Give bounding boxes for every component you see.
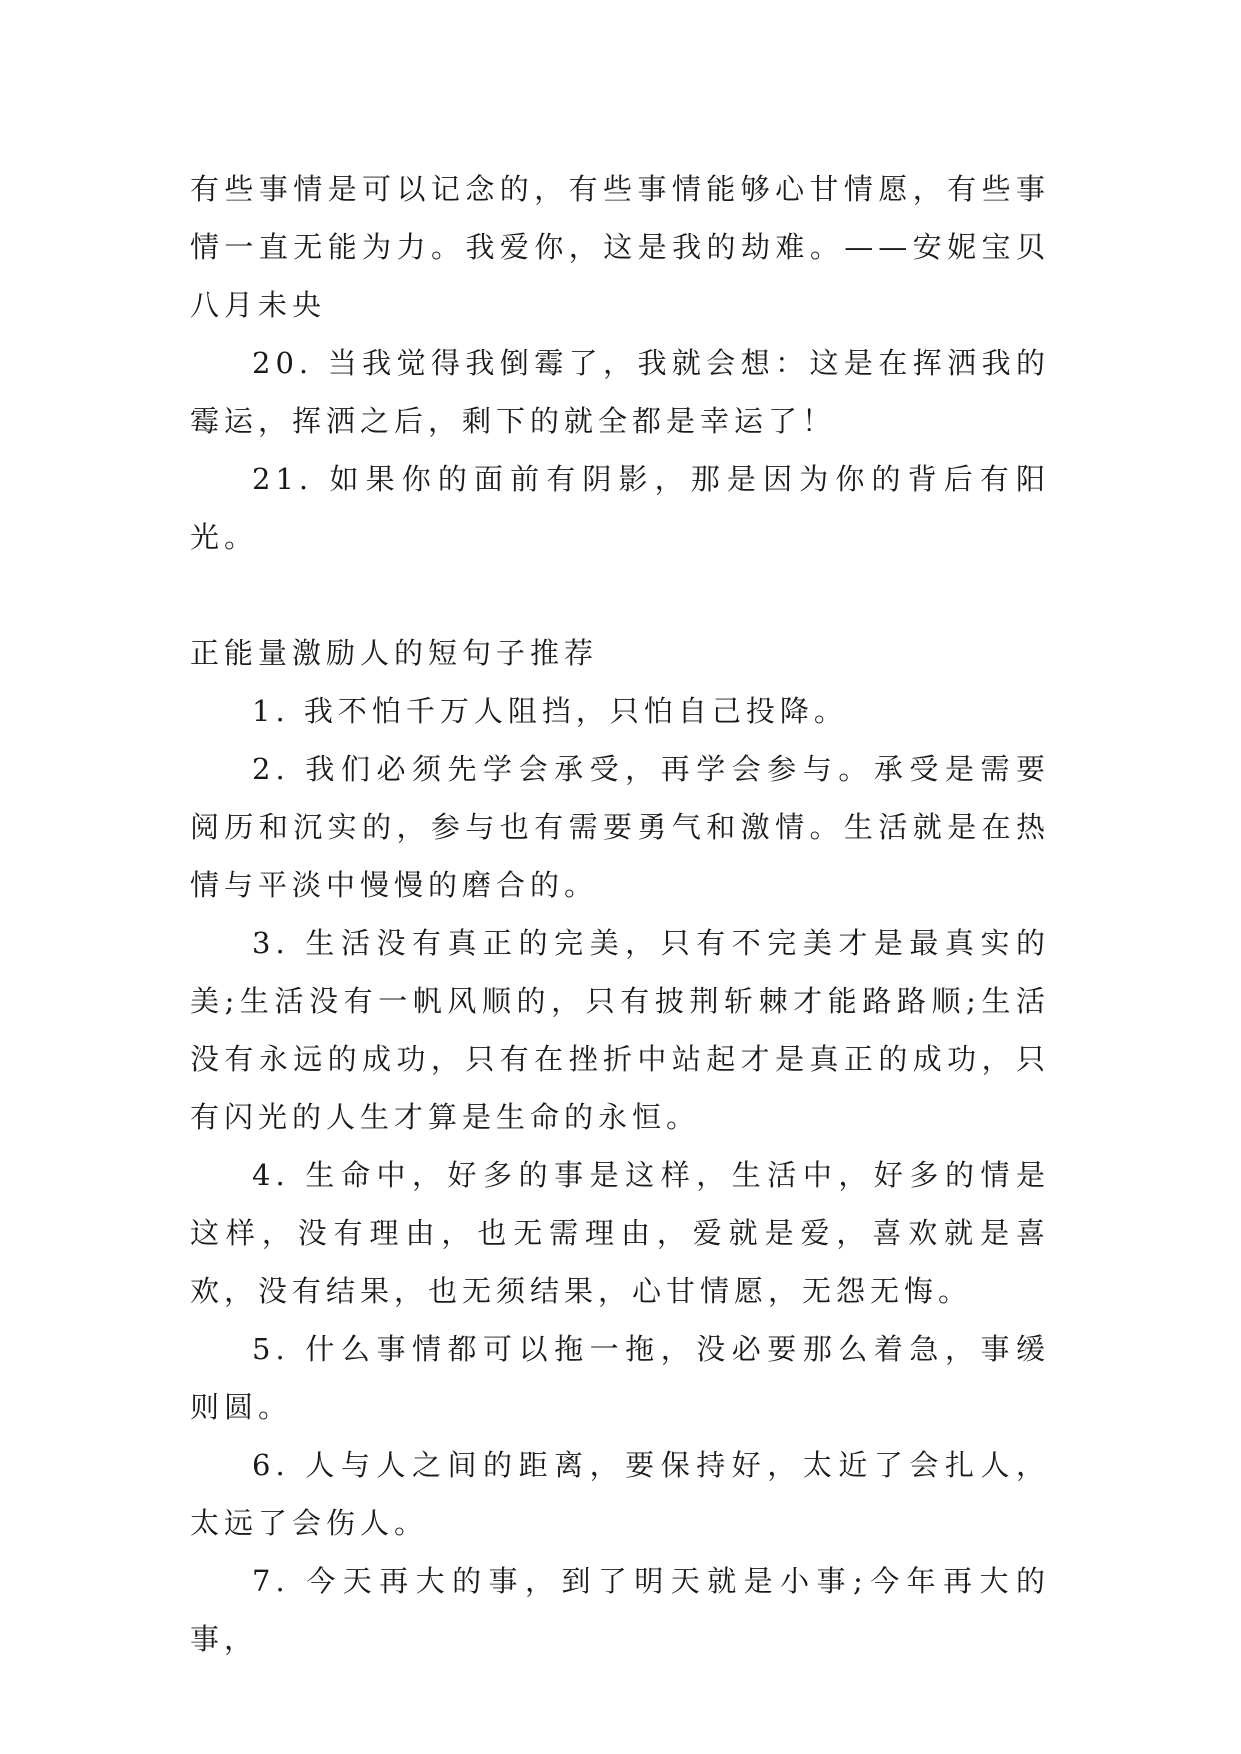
- list-item-21: 21. 如果你的面前有阴影，那是因为你的背后有阳光。: [190, 462, 1050, 554]
- list-item-5: 5. 什么事情都可以拖一拖，没必要那么着急，事缓则圆。: [190, 1332, 1050, 1424]
- section-spacer: [190, 566, 1050, 624]
- section-title: 正能量激励人的短句子推荐: [190, 636, 599, 670]
- intro-paragraph: 有些事情是可以记念的，有些事情能够心甘情愿，有些事情一直无能为力。我爱你，这是我的劫难。——安妮宝贝八月未央: [190, 172, 1050, 322]
- list-item-20: 20. 当我觉得我倒霉了，我就会想：这是在挥洒我的霉运，挥洒之后，剩下的就全都是幸运了！: [190, 346, 1050, 438]
- document-body: [190, 160, 1050, 1668]
- list-item-3: 3. 生活没有真正的完美，只有不完美才是最真实的美;生活没有一帆风顺的，只有披荆斩棘才能路路顺;生活没有永远的成功，只有在挫折中站起才是真正的成功，只有闪光的人生才算是生命的永恒。: [190, 926, 1050, 1134]
- list-item-6: 6. 人与人之间的距离，要保持好，太近了会扎人，太远了会伤人。: [190, 1448, 1050, 1540]
- list-item-1: 1. 我不怕千万人阻挡，只怕自己投降。: [252, 694, 848, 728]
- list-item-2: 2. 我们必须先学会承受，再学会参与。承受是需要阅历和沉实的，参与也有需要勇气和激情。生活就是在热情与平淡中慢慢的磨合的。: [190, 752, 1050, 902]
- list-item-4: 4. 生命中，好多的事是这样，生活中，好多的情是这样，没有理由，也无需理由，爱就是爱，喜欢就是喜欢，没有结果，也无须结果，心甘情愿，无怨无悔。: [190, 1158, 1050, 1308]
- list-item-7: 7. 今天再大的事，到了明天就是小事;今年再大的事，: [190, 1564, 1050, 1656]
